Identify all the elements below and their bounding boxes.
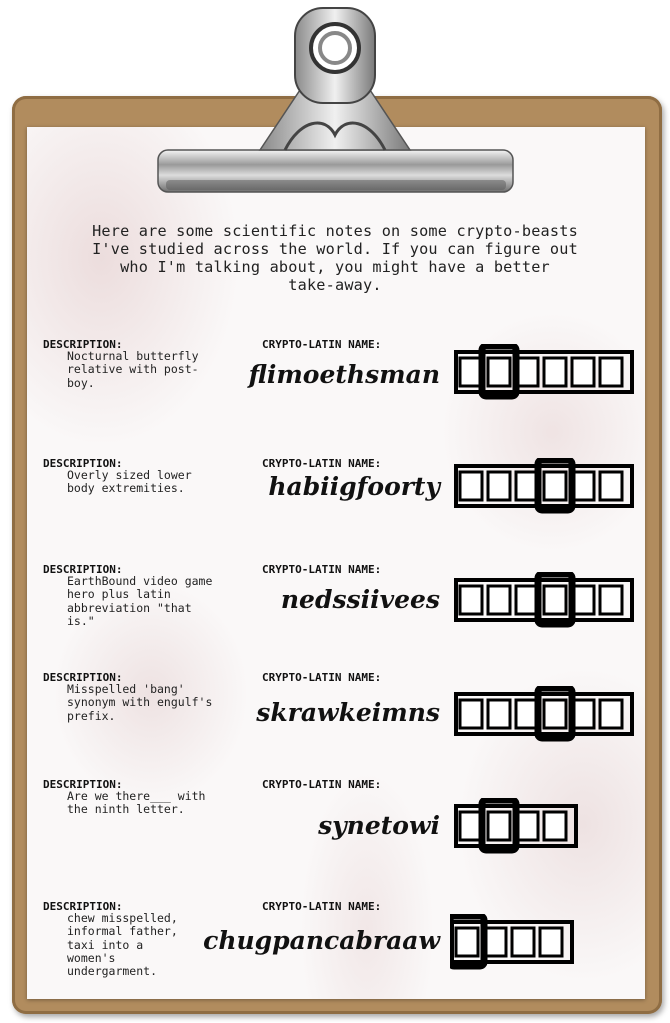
crypto-latin-name: nedssiivees [280,585,440,614]
answer-boxes [450,914,584,970]
answer-box [544,358,566,386]
answer-box [488,472,510,500]
description-label: DESCRIPTION: [43,671,123,684]
description-label: DESCRIPTION: [43,778,123,791]
crypto-name-label: CRYPTO-LATIN NAME: [262,563,382,576]
answer-box-highlight [488,812,510,840]
answer-box [600,586,622,614]
answer-box [488,700,510,728]
answer-boxes [454,686,644,742]
answer-box [512,928,534,956]
crypto-name-label: CRYPTO-LATIN NAME: [262,671,382,684]
answer-box [600,700,622,728]
description-label: DESCRIPTION: [43,900,123,913]
answer-box-highlight [456,928,478,956]
description-text: Misspelled 'bang' synonym with engulf's prefix. [67,682,213,723]
answer-boxes [454,344,644,400]
crypto-name-label: CRYPTO-LATIN NAME: [262,338,382,351]
answer-box [540,928,562,956]
answer-box [544,812,566,840]
answer-box [600,472,622,500]
answer-box-highlight [488,358,510,386]
answer-box [488,586,510,614]
crypto-latin-name: chugpancabraaw [203,926,440,955]
clip-icon [150,0,520,210]
answer-box [460,586,482,614]
answer-box [572,358,594,386]
answer-box-highlight [544,472,566,500]
description-text: EarthBound video game hero plus latin abbreviation "that is." [67,574,213,628]
answer-box [600,358,622,386]
answer-box [460,700,482,728]
description-text: chew misspelled, informal father, taxi into a women's undergarment. [67,911,178,979]
answer-boxes [454,798,588,854]
description-text: Are we there___ with the ninth letter. [67,789,206,817]
answer-boxes [454,458,644,514]
answer-box-highlight [544,586,566,614]
description-label: DESCRIPTION: [43,563,123,576]
crypto-name-label: CRYPTO-LATIN NAME: [262,457,382,470]
description-text: Overly sized lower body extremities. [67,468,192,496]
crypto-name-label: CRYPTO-LATIN NAME: [262,778,382,791]
description-label: DESCRIPTION: [43,338,123,351]
crypto-latin-name: skrawkeimns [256,698,440,727]
description-label: DESCRIPTION: [43,457,123,470]
answer-box-highlight [544,700,566,728]
answer-box [460,472,482,500]
description-text: Nocturnal butterfly relative with post- boy. [67,349,199,390]
crypto-name-label: CRYPTO-LATIN NAME: [262,900,382,913]
crypto-latin-name: habiigfoorty [268,472,440,501]
answer-boxes [454,572,644,628]
crypto-latin-name: flimoethsman [248,360,440,389]
crypto-latin-name: synetowi [318,811,440,840]
intro-text: Here are some scientific notes on some crypto-beasts I've studied across the world. If you can figure out who I'm talking about, you might have a better take-away. [92,222,578,294]
